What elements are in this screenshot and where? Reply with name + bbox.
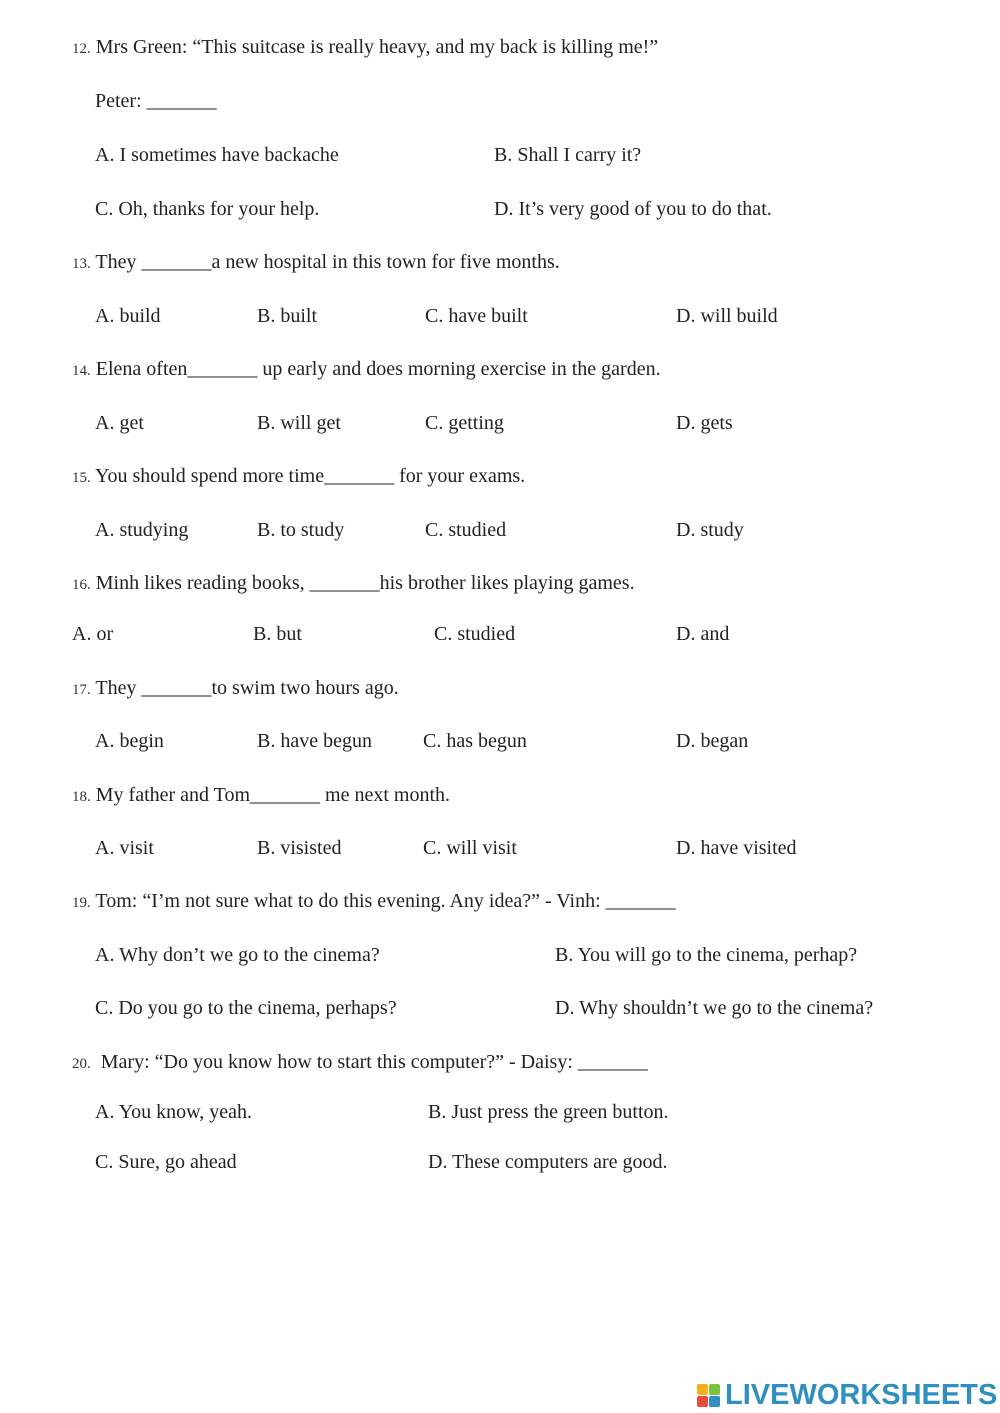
question-13-option-b[interactable]: B. built <box>257 305 318 327</box>
question-20-stem: 20. Mary: “Do you know how to start this computer?” - Daisy: _______ <box>72 1051 648 1073</box>
question-17-option-a[interactable]: A. begin <box>95 730 164 752</box>
question-16-option-c[interactable]: C. studied <box>434 623 516 645</box>
question-12-option-b[interactable]: B. Shall I carry it? <box>494 144 642 166</box>
logo-square-2 <box>709 1384 720 1395</box>
liveworksheets-logo-text: LIVEWORKSHEETS <box>725 1378 998 1411</box>
question-15-stem: 15. You should spend more time_______ for your exams. <box>72 465 526 487</box>
question-20-option-a[interactable]: A. You know, yeah. <box>95 1101 253 1123</box>
question-14-stem: 14. Elena often_______ up early and does morning exercise in the garden. <box>72 358 661 380</box>
question-20-option-c[interactable]: C. Sure, go ahead <box>95 1151 237 1173</box>
question-16-option-b[interactable]: B. but <box>253 623 302 645</box>
question-13-stem: 13. They _______a new hospital in this town for five months. <box>72 251 560 273</box>
question-16-option-d[interactable]: D. and <box>676 623 730 645</box>
liveworksheets-logo-icon <box>697 1381 723 1409</box>
question-19-stem: 19. Tom: “I’m not sure what to do this evening. Any idea?” - Vinh: _______ <box>72 890 676 912</box>
question-18-stem: 18. My father and Tom_______ me next month. <box>72 784 451 806</box>
question-17-option-b[interactable]: B. have begun <box>257 730 372 752</box>
question-15-option-d[interactable]: D. study <box>676 519 744 541</box>
question-17-stem: 17. They _______to swim two hours ago. <box>72 677 399 699</box>
question-14-option-c[interactable]: C. getting <box>425 412 504 434</box>
question-17-option-c[interactable]: C. has begun <box>423 730 527 752</box>
question-15-option-b[interactable]: B. to study <box>257 519 345 541</box>
question-12-option-c[interactable]: C. Oh, thanks for your help. <box>95 198 320 220</box>
question-16-option-a[interactable]: A. or <box>72 623 114 645</box>
logo-square-1 <box>697 1384 708 1395</box>
question-19-option-a[interactable]: A. Why don’t we go to the cinema? <box>95 944 380 966</box>
question-19-option-d[interactable]: D. Why shouldn’t we go to the cinema? <box>555 997 874 1019</box>
question-12-option-d[interactable]: D. It’s very good of you to do that. <box>494 198 772 220</box>
question-17-option-d[interactable]: D. began <box>676 730 749 752</box>
logo-square-4 <box>709 1396 720 1407</box>
question-19-option-b[interactable]: B. You will go to the cinema, perhap? <box>555 944 858 966</box>
question-18-option-b[interactable]: B. visisted <box>257 837 342 859</box>
liveworksheets-logo <box>697 1379 997 1411</box>
question-14-option-a[interactable]: A. get <box>95 412 144 434</box>
question-13-option-c[interactable]: C. have built <box>425 305 528 327</box>
question-19-option-c[interactable]: C. Do you go to the cinema, perhaps? <box>95 997 397 1019</box>
question-13-option-a[interactable]: A. build <box>95 305 161 327</box>
question-15-option-a[interactable]: A. studying <box>95 519 189 541</box>
question-15-option-c[interactable]: C. studied <box>425 519 507 541</box>
question-14-option-d[interactable]: D. gets <box>676 412 733 434</box>
question-12-stem: 12. Mrs Green: “This suitcase is really heavy, and my back is killing me!” <box>72 36 659 58</box>
question-13-option-d[interactable]: D. will build <box>676 305 778 327</box>
question-14-option-b[interactable]: B. will get <box>257 412 341 434</box>
question-18-option-c[interactable]: C. will visit <box>423 837 517 859</box>
question-12-option-a[interactable]: A. I sometimes have backache <box>95 144 339 166</box>
question-18-option-d[interactable]: D. have visited <box>676 837 797 859</box>
logo-square-3 <box>697 1396 708 1407</box>
question-18-option-a[interactable]: A. visit <box>95 837 154 859</box>
question-20-option-d[interactable]: D. These computers are good. <box>428 1151 668 1173</box>
question-20-option-b[interactable]: B. Just press the green button. <box>428 1101 669 1123</box>
question-12-prompt: Peter: _______ <box>95 90 217 112</box>
question-16-stem: 16. Minh likes reading books, _______his brother likes playing games. <box>72 572 635 594</box>
